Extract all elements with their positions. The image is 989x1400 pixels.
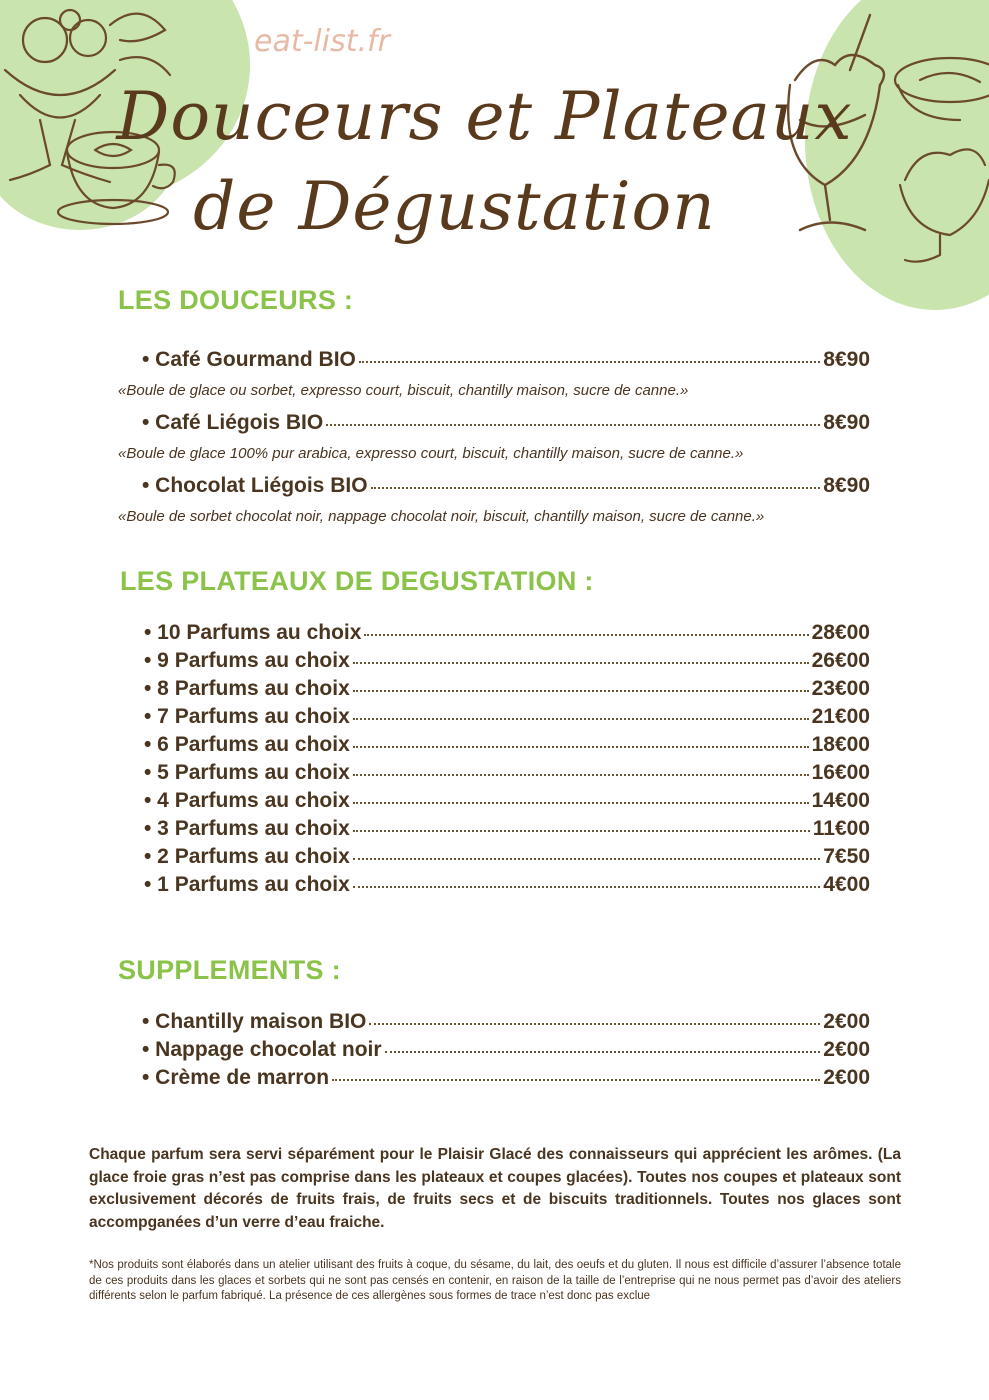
- item-name: • 2 Parfums au choix: [144, 845, 350, 868]
- dot-leader: [353, 802, 809, 804]
- item-price: 4€00: [823, 873, 870, 896]
- item-name: • 8 Parfums au choix: [144, 677, 350, 700]
- item-description: «Boule de glace 100% pur arabica, expresso court, biscuit, chantilly maison, sucre de canne.»: [118, 445, 744, 462]
- item-price: 11€00: [812, 817, 870, 840]
- item-name: • 4 Parfums au choix: [144, 789, 350, 812]
- allergen-footnote: *Nos produits sont élaborés dans un atelier utilisant des fruits à coque, du sésame, du lait, des oeufs et du gluten. Il nous est difficile d’assurer l’absence totale de ces produits dans les glaces et sorbets qui ne sont pas censés en contenir, en raison de la taille de l’entreprise qui ne nous permet pas d’avoir des ateliers différents selon le parfum fabriqué. La présence de ces allergènes sous formes de trace n’est donc pas exclue: [89, 1259, 901, 1302]
- item-name: • 1 Parfums au choix: [144, 873, 350, 896]
- notice-paragraph: Chaque parfum sera servi séparément pour le Plaisir Glacé des connaisseurs qui apprécient les arômes. (La glace froie gras n’est pas comprise dans les plateaux et coupes glacées). Toutes nos coupes et plateaux sont exclusivement décorés de fruits frais, de fruits secs et de biscuits traditionnels. Toutes nos glaces sont accompganées d’un verre d’eau fraiche.: [89, 1146, 901, 1231]
- dot-leader: [353, 746, 809, 748]
- menu-item-plateau: [144, 845, 870, 869]
- section-heading-douceurs: LES DOUCEURS :: [118, 285, 354, 315]
- dot-leader: [359, 361, 820, 363]
- item-name: • 3 Parfums au choix: [144, 817, 350, 840]
- item-name: • 5 Parfums au choix: [144, 761, 350, 784]
- dot-leader: [371, 487, 821, 489]
- item-price: 16€00: [811, 761, 870, 784]
- watermark-text: eat-list.fr: [254, 24, 390, 59]
- menu-item-cafe-gourmand: [142, 348, 870, 372]
- item-price: 8€90: [823, 474, 870, 497]
- item-price: 21€00: [811, 705, 870, 728]
- item-name: • Chocolat Liégois BIO: [142, 474, 368, 497]
- item-name: • Café Liégois BIO: [142, 411, 324, 434]
- item-name: • Crème de marron: [142, 1066, 330, 1089]
- section-heading-supplements: SUPPLEMENTS :: [118, 955, 341, 985]
- item-price: 14€00: [811, 789, 870, 812]
- dot-leader: [353, 774, 809, 776]
- menu-item-plateau: [144, 817, 870, 841]
- menu-item-plateau: [144, 621, 870, 645]
- menu-item-supplement: [142, 1066, 870, 1090]
- item-name: • Café Gourmand BIO: [142, 348, 356, 371]
- item-name: • Nappage chocolat noir: [142, 1038, 382, 1061]
- menu-item-plateau: [144, 873, 870, 897]
- menu-item-supplement: [142, 1038, 870, 1062]
- page-title-line1: Douceurs et Plateaux: [116, 78, 853, 155]
- item-price: 23€00: [811, 677, 870, 700]
- menu-item-plateau: [144, 677, 870, 701]
- dot-leader: [353, 718, 809, 720]
- page-title-line2: de Dégustation: [193, 168, 716, 245]
- menu-item-plateau: [144, 649, 870, 673]
- item-name: • 6 Parfums au choix: [144, 733, 350, 756]
- item-price: 2€00: [823, 1038, 870, 1061]
- item-name: • Chantilly maison BIO: [142, 1010, 367, 1033]
- item-name: • 10 Parfums au choix: [144, 621, 362, 644]
- dot-leader: [385, 1051, 821, 1053]
- item-price: 2€00: [823, 1066, 870, 1089]
- dot-leader: [353, 690, 809, 692]
- item-price: 18€00: [811, 733, 870, 756]
- dot-leader: [353, 858, 821, 860]
- item-price: 2€00: [823, 1010, 870, 1033]
- dot-leader: [332, 1079, 820, 1081]
- menu-item-plateau: [144, 789, 870, 813]
- item-name: • 7 Parfums au choix: [144, 705, 350, 728]
- item-price: 8€90: [823, 411, 870, 434]
- item-price: 8€90: [823, 348, 870, 371]
- dot-leader: [353, 886, 821, 888]
- menu-item-plateau: [144, 733, 870, 757]
- item-description: «Boule de sorbet chocolat noir, nappage chocolat noir, biscuit, chantilly maison, sucre de canne.»: [118, 508, 765, 525]
- item-name: • 9 Parfums au choix: [144, 649, 350, 672]
- dot-leader: [326, 424, 820, 426]
- item-price: 26€00: [811, 649, 870, 672]
- menu-item-cafe-liegois: [142, 411, 870, 435]
- item-price: 7€50: [823, 845, 870, 868]
- dot-leader: [353, 662, 809, 664]
- dot-leader: [353, 830, 810, 832]
- menu-item-chocolat-liegois: [142, 474, 870, 498]
- item-description: «Boule de glace ou sorbet, expresso court, biscuit, chantilly maison, sucre de canne.»: [118, 382, 689, 399]
- item-price: 28€00: [811, 621, 870, 644]
- menu-item-plateau: [144, 705, 870, 729]
- menu-item-plateau: [144, 761, 870, 785]
- section-heading-plateaux: LES PLATEAUX DE DEGUSTATION :: [120, 566, 594, 596]
- dot-leader: [364, 634, 808, 636]
- menu-item-supplement: [142, 1010, 870, 1034]
- dot-leader: [369, 1023, 820, 1025]
